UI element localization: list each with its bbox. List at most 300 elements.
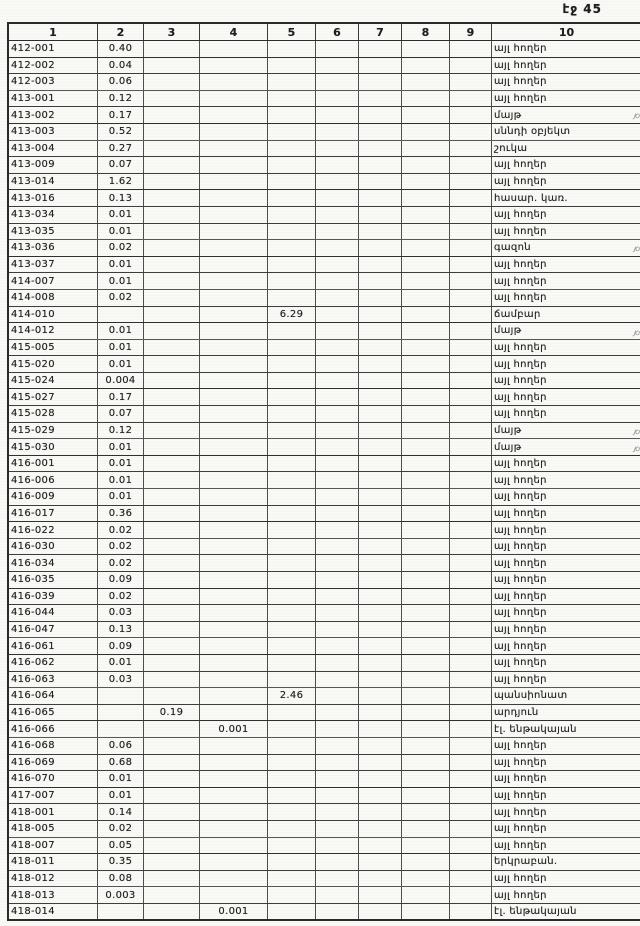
cell-value bbox=[144, 339, 200, 356]
cell-value bbox=[268, 522, 316, 539]
table-row bbox=[8, 887, 640, 904]
cell-value bbox=[316, 273, 359, 290]
cell-parcel-code: 412-001 bbox=[8, 41, 98, 58]
pencil-margin-mark: յօ bbox=[633, 244, 640, 254]
table-row bbox=[8, 837, 640, 854]
table-row bbox=[8, 356, 640, 373]
cell-value bbox=[316, 439, 359, 456]
table-row bbox=[8, 820, 640, 837]
table-row bbox=[8, 273, 640, 290]
column-header-4: 4 bbox=[200, 23, 268, 41]
cell-value bbox=[316, 654, 359, 671]
cell-parcel-code: 416-022 bbox=[8, 522, 98, 539]
cell-value bbox=[144, 372, 200, 389]
cell-value bbox=[200, 123, 268, 140]
table-row bbox=[8, 654, 640, 671]
cell-value bbox=[316, 123, 359, 140]
cell-value bbox=[200, 854, 268, 871]
cell-value bbox=[144, 737, 200, 754]
cell-value: 0.06 bbox=[98, 74, 144, 91]
cell-value bbox=[144, 688, 200, 705]
cell-value bbox=[268, 771, 316, 788]
cell-value bbox=[450, 472, 492, 489]
cell-value bbox=[316, 505, 359, 522]
cell-value bbox=[200, 737, 268, 754]
cell-value bbox=[359, 74, 402, 91]
cell-parcel-code: 415-027 bbox=[8, 389, 98, 406]
cell-value bbox=[450, 422, 492, 439]
cell-parcel-code: 416-034 bbox=[8, 555, 98, 572]
cell-parcel-code: 413-003 bbox=[8, 123, 98, 140]
cell-value: 0.17 bbox=[98, 107, 144, 124]
cell-value bbox=[402, 787, 450, 804]
table-row bbox=[8, 157, 640, 174]
table-row bbox=[8, 206, 640, 223]
cell-value bbox=[316, 787, 359, 804]
cell-value bbox=[316, 870, 359, 887]
cell-parcel-code: 413-016 bbox=[8, 190, 98, 207]
cell-value: 0.01 bbox=[98, 206, 144, 223]
cell-parcel-code: 416-017 bbox=[8, 505, 98, 522]
cell-value bbox=[450, 671, 492, 688]
cell-land-type: այլ հողեր bbox=[492, 90, 640, 107]
cell-value bbox=[200, 804, 268, 821]
cell-parcel-code: 416-065 bbox=[8, 704, 98, 721]
cell-value bbox=[359, 605, 402, 622]
cell-value bbox=[316, 455, 359, 472]
table-body bbox=[8, 41, 640, 921]
cell-value bbox=[98, 306, 144, 323]
cell-value: 0.68 bbox=[98, 754, 144, 771]
cell-value bbox=[268, 505, 316, 522]
cell-value bbox=[450, 870, 492, 887]
cell-value bbox=[200, 157, 268, 174]
cell-value bbox=[450, 356, 492, 373]
cell-value bbox=[359, 522, 402, 539]
cell-parcel-code: 418-012 bbox=[8, 870, 98, 887]
cell-land-type: այլ հողեր bbox=[492, 223, 640, 240]
table-row bbox=[8, 123, 640, 140]
cell-value bbox=[268, 256, 316, 273]
cell-parcel-code: 413-001 bbox=[8, 90, 98, 107]
cell-value bbox=[268, 41, 316, 58]
cell-value bbox=[316, 522, 359, 539]
cell-value bbox=[359, 621, 402, 638]
cell-land-type: այլ հողեր bbox=[492, 555, 640, 572]
cell-value bbox=[268, 223, 316, 240]
cell-value bbox=[316, 538, 359, 555]
cell-value bbox=[359, 671, 402, 688]
cell-value: 0.13 bbox=[98, 190, 144, 207]
cell-value bbox=[359, 505, 402, 522]
cell-value bbox=[200, 605, 268, 622]
cell-land-type: այլ հողեր bbox=[492, 356, 640, 373]
cell-parcel-code: 413-014 bbox=[8, 173, 98, 190]
cell-parcel-code: 418-005 bbox=[8, 820, 98, 837]
cell-parcel-code: 417-007 bbox=[8, 787, 98, 804]
cell-value bbox=[316, 854, 359, 871]
cell-value bbox=[316, 190, 359, 207]
cell-value bbox=[144, 140, 200, 157]
cell-value: 0.07 bbox=[98, 157, 144, 174]
cell-value bbox=[268, 90, 316, 107]
cell-value bbox=[268, 555, 316, 572]
cell-value bbox=[316, 406, 359, 423]
column-header-2: 2 bbox=[98, 23, 144, 41]
cell-value bbox=[402, 771, 450, 788]
cell-value bbox=[450, 588, 492, 605]
table-row bbox=[8, 240, 640, 257]
cell-value bbox=[200, 837, 268, 854]
cell-land-type: այլ հողեր bbox=[492, 654, 640, 671]
cell-land-type: մայթ bbox=[492, 422, 640, 439]
cell-value bbox=[200, 422, 268, 439]
cell-value bbox=[144, 206, 200, 223]
cell-value bbox=[402, 555, 450, 572]
cell-value bbox=[450, 572, 492, 589]
cell-value bbox=[268, 721, 316, 738]
cell-parcel-code: 416-047 bbox=[8, 621, 98, 638]
cell-parcel-code: 416-068 bbox=[8, 737, 98, 754]
cell-value bbox=[144, 422, 200, 439]
cell-value bbox=[144, 190, 200, 207]
cell-value bbox=[402, 74, 450, 91]
cell-value: 0.01 bbox=[98, 771, 144, 788]
cell-value bbox=[200, 704, 268, 721]
cell-value bbox=[450, 505, 492, 522]
cell-value bbox=[450, 123, 492, 140]
cell-value bbox=[200, 173, 268, 190]
cell-value bbox=[450, 555, 492, 572]
cell-value bbox=[200, 406, 268, 423]
cell-value bbox=[359, 173, 402, 190]
table-row bbox=[8, 406, 640, 423]
cell-value: 0.003 bbox=[98, 887, 144, 904]
cell-value bbox=[144, 123, 200, 140]
cell-value bbox=[144, 605, 200, 622]
cell-value: 0.01 bbox=[98, 356, 144, 373]
cell-value bbox=[359, 323, 402, 340]
cell-value bbox=[402, 206, 450, 223]
cell-land-type: էլ. ենթակայան bbox=[492, 903, 640, 920]
cell-value bbox=[144, 489, 200, 506]
cell-value bbox=[316, 107, 359, 124]
cell-value bbox=[402, 489, 450, 506]
pencil-margin-mark: յօ bbox=[633, 327, 640, 337]
cell-value bbox=[268, 654, 316, 671]
cell-value bbox=[450, 157, 492, 174]
cell-value bbox=[268, 737, 316, 754]
cell-value bbox=[402, 339, 450, 356]
cell-land-type: սննդի օբյեկտ bbox=[492, 123, 640, 140]
pencil-margin-mark: յօ bbox=[633, 443, 640, 454]
cell-value bbox=[316, 903, 359, 920]
cell-value bbox=[316, 206, 359, 223]
cell-value bbox=[98, 903, 144, 920]
cell-value bbox=[450, 140, 492, 157]
cell-parcel-code: 416-066 bbox=[8, 721, 98, 738]
cell-land-type: այլ հողեր bbox=[492, 605, 640, 622]
cell-parcel-code: 413-004 bbox=[8, 140, 98, 157]
cell-value bbox=[450, 339, 492, 356]
cell-value bbox=[200, 256, 268, 273]
column-header-8: 8 bbox=[402, 23, 450, 41]
cell-value bbox=[359, 223, 402, 240]
cell-parcel-code: 418-013 bbox=[8, 887, 98, 904]
cell-value bbox=[200, 90, 268, 107]
cell-value bbox=[402, 422, 450, 439]
cell-value bbox=[144, 455, 200, 472]
table-row bbox=[8, 771, 640, 788]
table-row bbox=[8, 721, 640, 738]
cell-parcel-code: 414-010 bbox=[8, 306, 98, 323]
cell-value: 0.01 bbox=[98, 339, 144, 356]
cell-value bbox=[450, 173, 492, 190]
cell-land-type: այլ հողեր bbox=[492, 41, 640, 58]
cell-land-type: այլ հողեր bbox=[492, 771, 640, 788]
cell-value bbox=[450, 787, 492, 804]
cell-value bbox=[316, 621, 359, 638]
cell-value bbox=[316, 472, 359, 489]
cell-land-type: այլ հողեր bbox=[492, 157, 640, 174]
cell-value bbox=[144, 273, 200, 290]
table-row bbox=[8, 588, 640, 605]
cell-value bbox=[200, 107, 268, 124]
cell-value bbox=[200, 787, 268, 804]
cell-value: 0.01 bbox=[98, 489, 144, 506]
cell-value bbox=[316, 737, 359, 754]
cell-value bbox=[144, 107, 200, 124]
table-row bbox=[8, 306, 640, 323]
cell-value: 0.001 bbox=[200, 903, 268, 920]
table-row bbox=[8, 90, 640, 107]
cell-value bbox=[144, 289, 200, 306]
cell-value bbox=[268, 339, 316, 356]
cell-value bbox=[316, 323, 359, 340]
cell-value: 0.01 bbox=[98, 223, 144, 240]
cell-value bbox=[268, 605, 316, 622]
cell-value bbox=[402, 804, 450, 821]
cell-value bbox=[450, 654, 492, 671]
cell-land-type: այլ հողեր bbox=[492, 455, 640, 472]
cell-value bbox=[450, 455, 492, 472]
cell-value bbox=[268, 538, 316, 555]
cell-value bbox=[359, 455, 402, 472]
cell-value bbox=[359, 57, 402, 74]
cell-value bbox=[402, 820, 450, 837]
cell-value bbox=[316, 704, 359, 721]
table-row bbox=[8, 74, 640, 91]
cell-value bbox=[144, 538, 200, 555]
cell-value bbox=[144, 771, 200, 788]
cell-value bbox=[402, 356, 450, 373]
cell-value bbox=[268, 323, 316, 340]
cell-value bbox=[200, 621, 268, 638]
cell-value bbox=[450, 754, 492, 771]
cell-value: 0.02 bbox=[98, 555, 144, 572]
cell-value: 0.35 bbox=[98, 854, 144, 871]
cell-value bbox=[200, 206, 268, 223]
cell-land-type: այլ հողեր bbox=[492, 538, 640, 555]
cell-value bbox=[316, 837, 359, 854]
cell-value bbox=[450, 372, 492, 389]
cell-land-type: այլ հողեր bbox=[492, 621, 640, 638]
cell-value bbox=[268, 273, 316, 290]
cell-value bbox=[402, 854, 450, 871]
cell-value bbox=[144, 887, 200, 904]
cell-value: 0.02 bbox=[98, 538, 144, 555]
cell-parcel-code: 415-029 bbox=[8, 422, 98, 439]
cell-value bbox=[200, 273, 268, 290]
cell-value bbox=[359, 737, 402, 754]
cell-value: 0.09 bbox=[98, 572, 144, 589]
cell-land-type: այլ հողեր bbox=[492, 887, 640, 904]
cell-value: 0.52 bbox=[98, 123, 144, 140]
cell-value bbox=[450, 90, 492, 107]
cell-parcel-code: 418-007 bbox=[8, 837, 98, 854]
cell-value bbox=[316, 57, 359, 74]
cell-parcel-code: 413-009 bbox=[8, 157, 98, 174]
cell-value bbox=[316, 223, 359, 240]
cell-value bbox=[200, 289, 268, 306]
cell-value: 2.46 bbox=[268, 688, 316, 705]
cell-value: 0.27 bbox=[98, 140, 144, 157]
cell-value bbox=[200, 389, 268, 406]
cell-land-type: էլ. ենթակայան bbox=[492, 721, 640, 738]
cell-value bbox=[144, 654, 200, 671]
cell-value bbox=[359, 273, 402, 290]
cell-value bbox=[268, 837, 316, 854]
table-row bbox=[8, 173, 640, 190]
cell-parcel-code: 415-005 bbox=[8, 339, 98, 356]
cell-value bbox=[316, 157, 359, 174]
cell-value bbox=[268, 887, 316, 904]
cell-value bbox=[200, 754, 268, 771]
cell-value bbox=[316, 588, 359, 605]
cell-parcel-code: 415-020 bbox=[8, 356, 98, 373]
cell-land-type: այլ հողեր bbox=[492, 638, 640, 655]
cell-value bbox=[450, 688, 492, 705]
cell-value: 0.001 bbox=[200, 721, 268, 738]
cell-value bbox=[200, 489, 268, 506]
cell-parcel-code: 416-039 bbox=[8, 588, 98, 605]
cell-value bbox=[144, 356, 200, 373]
cell-parcel-code: 415-030 bbox=[8, 439, 98, 456]
cell-land-type: երկրաբան. bbox=[492, 854, 640, 871]
cell-value bbox=[402, 605, 450, 622]
cell-value bbox=[450, 804, 492, 821]
cell-parcel-code: 413-037 bbox=[8, 256, 98, 273]
cell-value bbox=[359, 356, 402, 373]
cell-land-type: այլ հողեր bbox=[492, 837, 640, 854]
cell-value bbox=[316, 90, 359, 107]
cell-value bbox=[200, 41, 268, 58]
cell-value bbox=[359, 190, 402, 207]
cell-value bbox=[200, 688, 268, 705]
cell-value bbox=[359, 654, 402, 671]
cell-parcel-code: 416-001 bbox=[8, 455, 98, 472]
cell-value bbox=[359, 123, 402, 140]
cell-value bbox=[359, 572, 402, 589]
cell-value bbox=[450, 289, 492, 306]
table-row bbox=[8, 505, 640, 522]
cell-value bbox=[450, 206, 492, 223]
cell-value bbox=[98, 721, 144, 738]
cell-value bbox=[316, 754, 359, 771]
cell-value bbox=[359, 206, 402, 223]
table-row bbox=[8, 107, 640, 124]
cell-value: 0.36 bbox=[98, 505, 144, 522]
cell-value bbox=[402, 289, 450, 306]
cell-value bbox=[316, 638, 359, 655]
cell-value bbox=[359, 688, 402, 705]
cell-value bbox=[268, 754, 316, 771]
cell-land-type: այլ հողեր bbox=[492, 372, 640, 389]
cell-value bbox=[268, 489, 316, 506]
cell-value bbox=[450, 256, 492, 273]
cell-parcel-code: 416-069 bbox=[8, 754, 98, 771]
cell-value bbox=[316, 256, 359, 273]
cell-value bbox=[402, 671, 450, 688]
cell-value: 0.02 bbox=[98, 820, 144, 837]
cell-value bbox=[450, 903, 492, 920]
cell-value bbox=[144, 721, 200, 738]
cell-value bbox=[359, 820, 402, 837]
cell-value bbox=[359, 90, 402, 107]
cell-value bbox=[144, 90, 200, 107]
cell-value bbox=[450, 638, 492, 655]
cell-value bbox=[402, 588, 450, 605]
cell-land-type: պանսիոնատ bbox=[492, 688, 640, 705]
column-header-10: 10 bbox=[492, 23, 640, 41]
cell-value bbox=[144, 522, 200, 539]
cell-value bbox=[450, 273, 492, 290]
cell-value bbox=[450, 820, 492, 837]
cell-value bbox=[316, 555, 359, 572]
cell-value bbox=[316, 339, 359, 356]
cell-value bbox=[359, 854, 402, 871]
cell-parcel-code: 416-006 bbox=[8, 472, 98, 489]
cell-land-type: հասար. կառ. bbox=[492, 190, 640, 207]
cell-parcel-code: 415-028 bbox=[8, 406, 98, 423]
cell-land-type: այլ հողեր bbox=[492, 505, 640, 522]
cell-value bbox=[144, 439, 200, 456]
cell-value bbox=[268, 289, 316, 306]
cell-parcel-code: 416-062 bbox=[8, 654, 98, 671]
column-header-6: 6 bbox=[316, 23, 359, 41]
cell-value: 0.01 bbox=[98, 787, 144, 804]
cell-value bbox=[268, 588, 316, 605]
cell-value bbox=[359, 870, 402, 887]
cell-land-type: այլ հողեր bbox=[492, 737, 640, 754]
cell-value bbox=[268, 704, 316, 721]
cell-parcel-code: 414-012 bbox=[8, 323, 98, 340]
page-number-label: էջ 45 bbox=[562, 2, 602, 16]
cell-parcel-code: 413-034 bbox=[8, 206, 98, 223]
cell-value bbox=[450, 605, 492, 622]
cell-value: 0.02 bbox=[98, 289, 144, 306]
cell-value: 0.03 bbox=[98, 605, 144, 622]
cell-value bbox=[402, 107, 450, 124]
cell-land-type: մայթ bbox=[492, 107, 640, 124]
cell-value bbox=[450, 887, 492, 904]
cell-value bbox=[268, 638, 316, 655]
cell-parcel-code: 413-035 bbox=[8, 223, 98, 240]
cell-value bbox=[359, 406, 402, 423]
table-row bbox=[8, 671, 640, 688]
cell-value bbox=[144, 256, 200, 273]
cell-parcel-code: 414-008 bbox=[8, 289, 98, 306]
